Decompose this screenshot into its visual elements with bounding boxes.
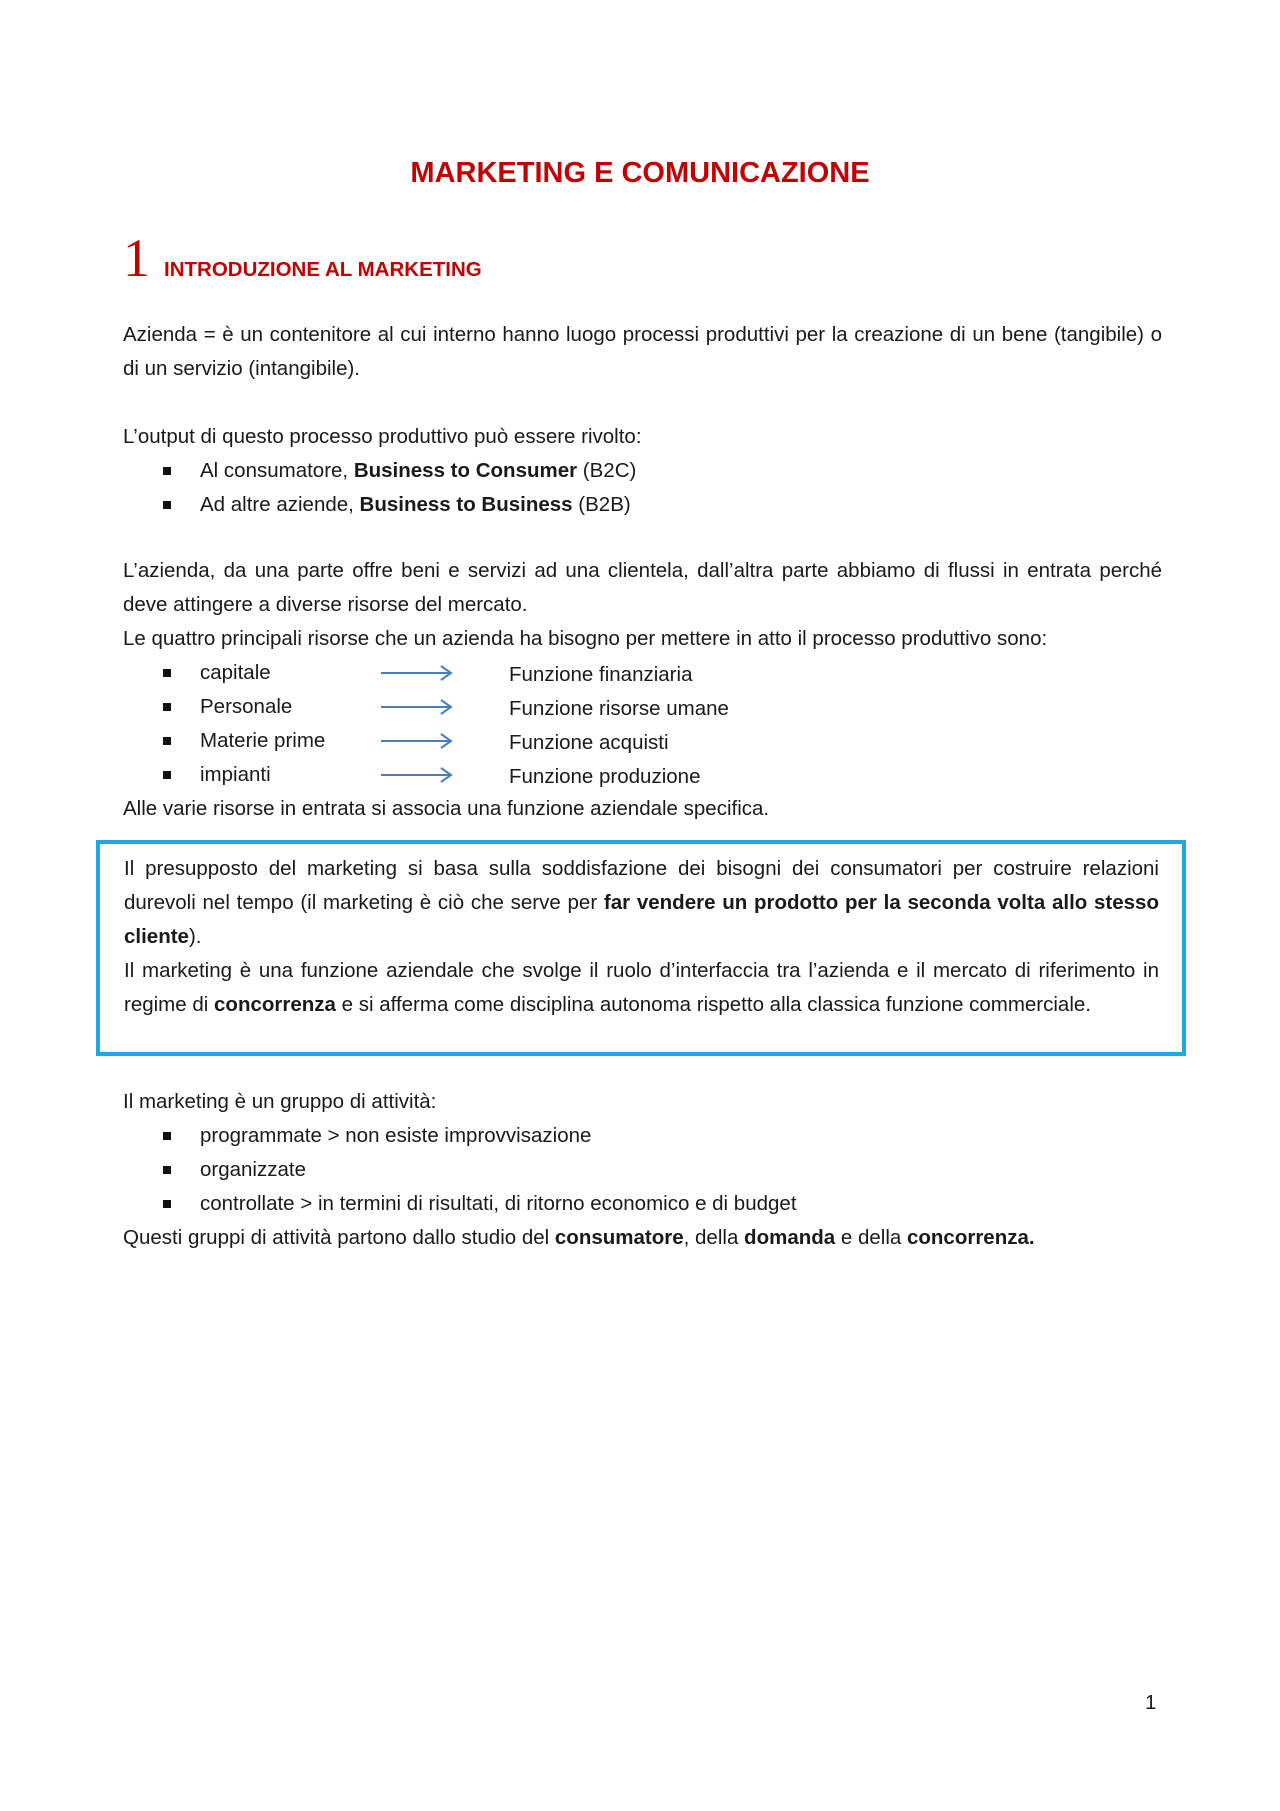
risorsa-row [123, 656, 1162, 690]
item-text: (B2B) [572, 493, 631, 516]
risorsa-name: capitale [200, 661, 271, 684]
funzione-name: Funzione produzione [509, 765, 701, 788]
risorsa-name: Materie prime [200, 729, 326, 752]
risorse-intro: Le quattro principali risorse che un azienda ha bisogno per mettere in atto il processo produttivo sono: [123, 627, 1048, 650]
right-arrow-icon [381, 665, 453, 681]
box-bold-text: concorrenza [214, 993, 336, 1016]
conclusione-bold-text: domanda [744, 1226, 836, 1249]
conclusione-text: , della [683, 1226, 745, 1249]
box-text: e si afferma come disciplina autonoma rispetto alla classica funzione commerciale. [335, 993, 1091, 1016]
risorse-note: Alle varie risorse in entrata si associa una funzione aziendale specifica. [123, 797, 770, 820]
item-bold-text: Business to Consumer [353, 459, 578, 482]
square-bullet-icon [163, 737, 171, 745]
funzione-name: Funzione acquisti [509, 731, 669, 754]
highlight-box [96, 840, 1186, 1056]
output-list [123, 454, 1162, 522]
document-title: MARKETING E COMUNICAZIONE [410, 157, 870, 189]
box-text: Il presupposto del marketing si basa sulla soddisfazione dei bisogni dei consumatori per costruire relazioni durevoli nel tempo (il marketing è ciò che serve per [124, 857, 1159, 914]
attivita-list [123, 1119, 1162, 1221]
list-item [123, 488, 1162, 522]
conclusione [123, 1221, 1162, 1255]
square-bullet-icon [163, 771, 171, 779]
box-text: Il marketing è una funzione aziendale che svolge il ruolo d’interfaccia tra l’azienda e il mercato di riferimento in regime di [124, 959, 1159, 1016]
attivita-section [123, 1085, 1162, 1255]
risorsa-name: Personale [200, 695, 293, 718]
square-bullet-icon [163, 703, 171, 711]
list-item: programmate > non esiste improvvisazione [123, 1119, 1162, 1153]
paragraph-azienda [123, 318, 1162, 386]
right-arrow-icon [381, 767, 453, 783]
box-bold-text: far vendere un prodotto per la seconda volta allo stesso cliente [124, 891, 1159, 948]
page-number: 1 [1145, 1691, 1157, 1714]
funzione-name: Funzione risorse umane [509, 697, 729, 720]
azienda-flussi: L’azienda, da una parte offre beni e servizi ad una clientela, dall’altra parte abbiamo di flussi in entrata perché deve attingere a diverse risorse del mercato. [123, 559, 1162, 616]
risorsa-row [123, 758, 1162, 792]
box-paragraph [124, 852, 1159, 954]
attivita-intro: Il marketing è un gruppo di attività: [123, 1090, 437, 1113]
item-text: Al consumatore, [200, 459, 354, 482]
section-number: 1 [123, 228, 150, 288]
square-bullet-icon [163, 669, 171, 677]
item-bold-text: Business to Business [359, 493, 573, 516]
right-arrow-icon [381, 699, 453, 715]
list-item [123, 454, 1162, 488]
item-text: Ad altre aziende, [200, 493, 360, 516]
funzione-name: Funzione finanziaria [509, 663, 693, 686]
risorsa-row [123, 690, 1162, 724]
box-text: ). [188, 925, 202, 948]
conclusione-text: e della [835, 1226, 907, 1249]
output-intro: L’output di questo processo produttivo può essere rivolto: [123, 425, 642, 448]
item-text: (B2C) [577, 459, 637, 482]
conclusione-text: Questi gruppi di attività partono dallo studio del [123, 1226, 555, 1249]
right-arrow-icon [381, 733, 453, 749]
risorse-section [123, 554, 1162, 826]
output-section [123, 420, 1162, 522]
section-heading [123, 228, 482, 288]
conclusione-bold-text: concorrenza. [906, 1226, 1035, 1249]
list-item: organizzate [123, 1153, 1162, 1187]
conclusione-bold-text: consumatore [554, 1226, 684, 1249]
box-paragraph [124, 954, 1159, 1022]
list-item: controllate > in termini di risultati, di ritorno economico e di budget [123, 1187, 1162, 1221]
section-title: INTRODUZIONE AL MARKETING [164, 258, 482, 281]
azienda-definition: Azienda = è un contenitore al cui interno hanno luogo processi produttivi per la creazione di un bene (tangibile) o di un servizio (intangibile). [123, 323, 1162, 380]
risorsa-name: impianti [200, 763, 271, 786]
risorsa-row [123, 724, 1162, 758]
